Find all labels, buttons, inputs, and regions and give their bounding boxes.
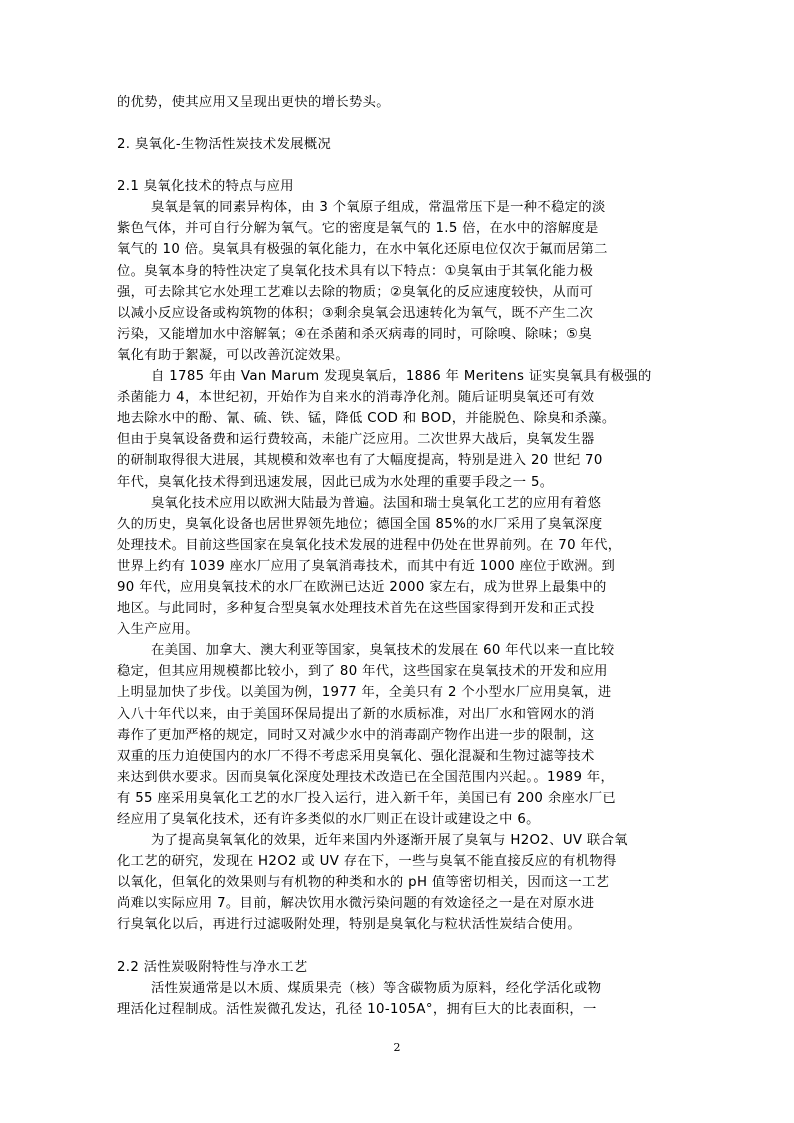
paragraph-line: 化工艺的研究，发现在 H2O2 或 UV 存在下，一些与臭氧不能直接反应的有机物得 <box>117 854 617 870</box>
paragraph-line: 行臭氧化以后，再进行过滤吸附处理，特别是臭氧化与粒状活性炭结合使用。 <box>117 917 581 933</box>
paragraph-line: 毒作了更加严格的规定，同时又对减少水中的消毒副产物作出进一步的限制，这 <box>117 727 595 743</box>
paragraph-line: 的研制取得很大进展，其规模和效率也有了大幅度提高，特别是进入 20 世纪 70 <box>117 453 603 469</box>
paragraph-line: 位。臭氧本身的特性决定了臭氧化技术具有以下特点：①臭氧由于其氧化能力极 <box>117 263 594 279</box>
paragraph-line: 氧气的 10 倍。臭氧具有极强的氧化能力，在水中氧化还原电位仅次于氟而居第二 <box>117 242 608 258</box>
paragraph-line: 地去除水中的酚、氰、硫、铁、锰，降低 COD 和 BOD，并能脱色、除臭和杀藻。 <box>117 411 616 427</box>
paragraph-line: 污染，又能增加水中溶解氧；④在杀菌和杀灭病毒的同时，可除嗅、除味；⑤臭 <box>117 326 592 342</box>
paragraph-line: 氧化有助于絮凝，可以改善沉淀效果。 <box>117 347 349 363</box>
subsection-heading: 2.1 臭氧化技术的特点与应用 <box>117 179 294 195</box>
paragraph-line: 入生产应用。 <box>117 622 199 638</box>
page-body <box>117 92 683 1020</box>
section-heading: 2. 臭氧化-生物活性炭技术发展概况 <box>117 137 332 153</box>
paragraph-line: 以减小反应设备或构筑物的体积；③剩余臭氧会迅速转化为氧气，既不产生二次 <box>117 305 594 321</box>
paragraph-line: 活性炭通常是以木质、煤质果壳（核）等含碳物质为原料，经化学活化或物 <box>151 980 602 996</box>
paragraph-line: 经应用了臭氧化技术，还有许多类似的水厂则正在设计或建设之中 6。 <box>117 812 540 827</box>
paragraph-line: 入八十年代以来，由于美国环保局提出了新的水质标准，对出厂水和管网水的消 <box>117 706 595 722</box>
paragraph-line: 尚难以实际应用 7。目前，解决饮用水微污染问题的有效途径之一是在对原水进 <box>117 896 595 912</box>
paragraph-line: 久的历史，臭氧化设备也居世界领先地位；德国全国 85%的水厂采用了臭氧深度 <box>117 516 603 532</box>
paragraph-line: 臭氧是氧的同素异构体，由 3 个氧原子组成，常温常压下是一种不稳定的淡 <box>151 200 606 216</box>
paragraph-line: 有 55 座采用臭氧化工艺的水厂投入运行，进入新千年，美国已有 200 余座水厂已 <box>117 790 617 806</box>
paragraph-line: 90 年代，应用臭氧技术的水厂在欧洲已达近 2000 家左右，成为世界上最集中的 <box>117 579 607 595</box>
paragraph-line: 地区。与此同时，多种复合型臭氧水处理技术首先在这些国家得到开发和正式投 <box>117 601 595 617</box>
paragraph-line: 来达到供水要求。因而臭氧化深度处理技术改造已在全国范围内兴起。。1989 年， <box>117 769 615 785</box>
paragraph-line: 稳定，但其应用规模都比较小，到了 80 年代，这些国家在臭氧技术的开发和应用 <box>117 664 608 680</box>
paragraph-line: 双重的压力迫使国内的水厂不得不考虑采用臭氧化、强化混凝和生物过滤等技术 <box>117 748 595 764</box>
paragraph-line: 臭氧化技术应用以欧洲大陆最为普遍。法国和瑞士臭氧化工艺的应用有着悠 <box>151 495 602 511</box>
paragraph-line: 紫色气体，并可自行分解为氧气。它的密度是氧气的 1.5 倍，在水中的溶解度是 <box>117 221 599 237</box>
paragraph-line: 处理技术。目前这些国家在臭氧化技术发展的进程中仍处在世界前列。在 70 年代， <box>117 537 622 553</box>
body-line: 的优势，使其应用又呈现出更快的增长势头。 <box>117 95 390 110</box>
paragraph-line: 在美国、加拿大、澳大利亚等国家，臭氧技术的发展在 60 年代以来一直比较 <box>151 643 615 659</box>
paragraph-line: 世界上约有 1039 座水厂应用了臭氧消毒技术，而其中有近 1000 座位于欧洲。到 <box>117 558 616 574</box>
paragraph-line: 为了提高臭氧氧化的效果，近年来国内外逐渐开展了臭氧与 H2O2、UV 联合氧 <box>151 833 628 849</box>
paragraph-line: 强，可去除其它水处理工艺难以去除的物质；②臭氧化的反应速度较快，从而可 <box>117 284 594 300</box>
page-number: 2 <box>393 1041 401 1054</box>
paragraph-line: 上明显加快了步伐。以美国为例，1977 年，全美只有 2 个小型水厂应用臭氧，进 <box>117 685 612 701</box>
paragraph-line: 自 1785 年由 Van Marum 发现臭氧后，1886 年 Meritens 证实臭氧具有极强的 <box>151 369 652 385</box>
paragraph-line: 但由于臭氧设备费和运行费较高，未能广泛应用。二次世界大战后，臭氧发生器 <box>117 432 595 448</box>
paragraph-line: 以氧化，但氧化的效果则与有机物的种类和水的 pH 值等密切相关，因而这一工艺 <box>117 875 610 891</box>
paragraph-line: 理活化过程制成。活性炭微孔发达，孔径 10-105A°，拥有巨大的比表面积，一 <box>117 1001 597 1017</box>
paragraph-line: 年代，臭氧化技术得到迅速发展，因此已成为水处理的重要手段之一 5。 <box>117 474 554 490</box>
subsection-heading: 2.2 活性炭吸附特性与净水工艺 <box>117 959 308 975</box>
paragraph-line: 杀菌能力 4，本世纪初，开始作为自来水的消毒净化剂。随后证明臭氧还可有效 <box>117 390 595 406</box>
